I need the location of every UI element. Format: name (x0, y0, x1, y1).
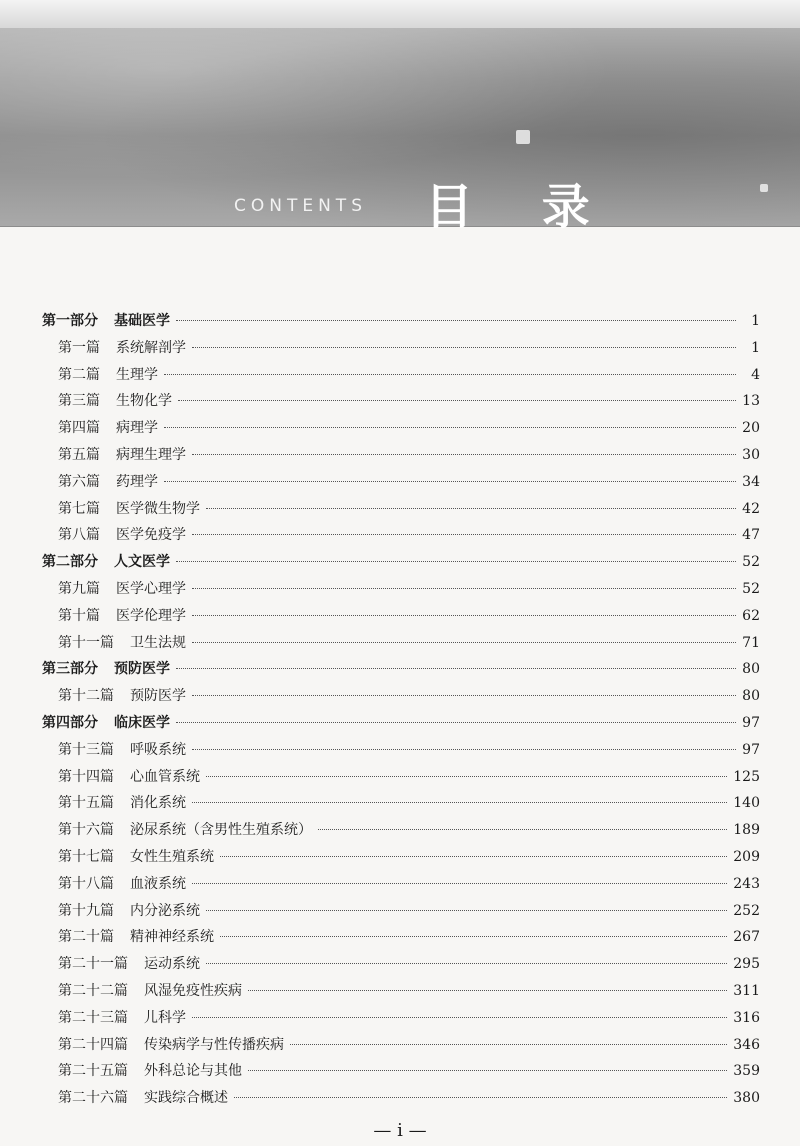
toc-leader-dots (234, 1097, 727, 1098)
toc-entry-page: 267 (733, 929, 760, 946)
toc-entry-title: 医学心理学 (116, 580, 186, 597)
toc-entry-page: 52 (742, 554, 760, 571)
toc-chapter-row[interactable] (42, 1087, 760, 1114)
toc-chapter-row[interactable] (42, 926, 760, 953)
toc-leader-dots (192, 588, 736, 589)
toc-entry-number: 第七篇 (58, 500, 100, 517)
toc-entry-title: 医学伦理学 (116, 607, 186, 624)
toc-entry-title: 外科总论与其他 (144, 1063, 242, 1080)
banner-speck (516, 130, 530, 144)
toc-entry-number: 第二十六篇 (58, 1090, 128, 1107)
toc-entry-number: 第二十篇 (58, 929, 114, 946)
toc-entry-title: 风湿免疫性疾病 (144, 982, 242, 999)
toc-leader-dots (290, 1044, 727, 1045)
toc-entry-number: 第五篇 (58, 446, 100, 463)
toc-part-row[interactable] (42, 658, 760, 685)
toc-leader-dots (192, 883, 727, 884)
toc-leader-dots (164, 427, 736, 428)
toc-chapter-row[interactable] (42, 953, 760, 980)
contents-banner (0, 0, 800, 235)
toc-entry-title: 基础医学 (114, 313, 170, 329)
toc-entry-title: 呼吸系统 (130, 741, 186, 758)
toc-entry-number: 第八篇 (58, 527, 100, 544)
toc-chapter-row[interactable] (42, 444, 760, 471)
toc-entry-title: 心血管系统 (130, 768, 200, 785)
toc-leader-dots (164, 374, 736, 375)
toc-leader-dots (206, 963, 727, 964)
toc-leader-dots (178, 400, 736, 401)
toc-entry-number: 第二篇 (58, 366, 100, 383)
toc-entry-page: 243 (733, 875, 760, 892)
page-number-footer: — i — (373, 1120, 427, 1141)
toc-entry-page: 125 (733, 768, 760, 785)
toc-entry-number: 第一篇 (58, 339, 100, 356)
toc-entry-title: 内分泌系统 (130, 902, 200, 919)
toc-entry-page: 311 (733, 982, 760, 999)
toc-leader-dots (176, 722, 736, 723)
toc-entry-title: 生理学 (116, 366, 158, 383)
toc-chapter-row[interactable] (42, 766, 760, 793)
toc-entry-number: 第十七篇 (58, 848, 114, 865)
toc-leader-dots (206, 776, 727, 777)
toc-chapter-row[interactable] (42, 739, 760, 766)
toc-entry-title: 消化系统 (130, 795, 186, 812)
toc-entry-title: 临床医学 (114, 714, 170, 731)
toc-entry-title: 医学微生物学 (116, 500, 200, 517)
toc-entry-title: 卫生法规 (130, 634, 186, 651)
toc-entry-number: 第三部分 (42, 661, 98, 678)
toc-entry-number: 第十九篇 (58, 902, 114, 919)
toc-chapter-row[interactable] (42, 819, 760, 846)
toc-leader-dots (248, 1070, 727, 1071)
toc-entry-page: 13 (742, 393, 760, 410)
toc-entry-page: 316 (733, 1009, 760, 1026)
toc-entry-number: 第十八篇 (58, 875, 114, 892)
toc-leader-dots (192, 695, 736, 696)
toc-chapter-row[interactable] (42, 578, 760, 605)
toc-entry-number: 第二十一篇 (58, 956, 128, 973)
toc-entry-title: 病理学 (116, 420, 158, 437)
toc-entry-number: 第十一篇 (58, 634, 114, 651)
toc-entry-number: 第三篇 (58, 393, 100, 410)
toc-leader-dots (220, 856, 727, 857)
toc-leader-dots (192, 454, 736, 455)
toc-entry-page: 62 (742, 607, 760, 624)
toc-entry-page: 1 (751, 339, 760, 356)
table-of-contents (42, 310, 760, 1114)
toc-entry-title: 医学免疫学 (116, 527, 186, 544)
toc-chapter-row[interactable] (42, 417, 760, 444)
toc-chapter-row[interactable] (42, 471, 760, 498)
toc-entry-number: 第二十五篇 (58, 1063, 128, 1080)
toc-entry-title: 女性生殖系统 (130, 848, 214, 865)
toc-leader-dots (176, 561, 736, 562)
toc-entry-page: 71 (742, 634, 760, 651)
toc-entry-title: 病理生理学 (116, 446, 186, 463)
toc-entry-number: 第六篇 (58, 473, 100, 490)
toc-entry-title: 人文医学 (114, 554, 170, 571)
toc-leader-dots (192, 347, 736, 348)
toc-entry-number: 第四篇 (58, 420, 100, 437)
toc-leader-dots (192, 749, 736, 750)
toc-entry-title: 泌尿系统（含男性生殖系统） (130, 822, 312, 839)
toc-entry-page: 47 (742, 527, 760, 544)
toc-entry-title: 预防医学 (130, 688, 186, 705)
toc-chapter-row[interactable] (42, 524, 760, 551)
toc-chapter-row[interactable] (42, 792, 760, 819)
toc-entry-title: 运动系统 (144, 956, 200, 973)
toc-entry-page: 52 (742, 580, 760, 597)
toc-leader-dots (206, 508, 736, 509)
toc-entry-title: 精神神经系统 (130, 929, 214, 946)
toc-entry-number: 第九篇 (58, 580, 100, 597)
toc-entry-page: 209 (733, 848, 760, 865)
toc-entry-page: 295 (733, 956, 760, 973)
toc-part-row[interactable] (42, 310, 760, 337)
banner-highlight (0, 0, 800, 28)
toc-leader-dots (192, 615, 736, 616)
toc-leader-dots (192, 642, 736, 643)
toc-leader-dots (220, 936, 727, 937)
contents-english-heading: CONTENTS (234, 196, 367, 216)
toc-entry-number: 第一部分 (42, 313, 98, 329)
toc-entry-page: 80 (742, 688, 760, 705)
toc-entry-page: 97 (742, 741, 760, 758)
toc-entry-number: 第四部分 (42, 714, 98, 731)
banner-speck (760, 184, 768, 192)
toc-entry-page: 97 (742, 714, 760, 731)
toc-entry-title: 系统解剖学 (116, 339, 186, 356)
toc-chapter-row[interactable] (42, 846, 760, 873)
toc-entry-number: 第二十三篇 (58, 1009, 128, 1026)
toc-entry-number: 第十篇 (58, 607, 100, 624)
toc-leader-dots (248, 990, 727, 991)
toc-chapter-row[interactable] (42, 364, 760, 391)
toc-entry-title: 生物化学 (116, 393, 172, 410)
toc-entry-number: 第二部分 (42, 554, 98, 571)
toc-entry-number: 第十六篇 (58, 822, 114, 839)
toc-chapter-row[interactable] (42, 900, 760, 927)
toc-entry-page: 140 (733, 795, 760, 812)
toc-leader-dots (192, 534, 736, 535)
toc-entry-page: 380 (733, 1090, 760, 1107)
toc-entry-page: 346 (733, 1036, 760, 1053)
toc-chapter-row[interactable] (42, 605, 760, 632)
toc-entry-page: 30 (742, 446, 760, 463)
toc-chapter-row[interactable] (42, 1034, 760, 1061)
toc-leader-dots (192, 802, 727, 803)
toc-entry-number: 第十三篇 (58, 741, 114, 758)
toc-chapter-row[interactable] (42, 632, 760, 659)
toc-leader-dots (164, 481, 736, 482)
toc-chapter-row[interactable] (42, 498, 760, 525)
toc-entry-title: 药理学 (116, 473, 158, 490)
toc-entry-page: 42 (742, 500, 760, 517)
toc-leader-dots (192, 1017, 727, 1018)
toc-entry-title: 传染病学与性传播疾病 (144, 1036, 284, 1053)
toc-entry-page: 80 (742, 661, 760, 678)
toc-chapter-row[interactable] (42, 685, 760, 712)
toc-entry-page: 252 (733, 902, 760, 919)
toc-entry-number: 第二十二篇 (58, 982, 128, 999)
toc-entry-page: 189 (733, 822, 760, 839)
toc-entry-title: 儿科学 (144, 1009, 186, 1026)
toc-leader-dots (318, 829, 727, 830)
contents-chinese-heading: 目 录 (425, 179, 616, 235)
toc-entry-number: 第十五篇 (58, 795, 114, 812)
toc-entry-page: 359 (733, 1063, 760, 1080)
toc-leader-dots (176, 320, 736, 321)
toc-chapter-row[interactable] (42, 980, 760, 1007)
toc-entry-number: 第十四篇 (58, 768, 114, 785)
toc-entry-page: 4 (751, 366, 760, 383)
toc-entry-number: 第二十四篇 (58, 1036, 128, 1053)
toc-entry-number: 第十二篇 (58, 688, 114, 705)
toc-leader-dots (176, 668, 736, 669)
toc-entry-title: 血液系统 (130, 875, 186, 892)
toc-entry-title: 预防医学 (114, 661, 170, 678)
toc-entry-page: 1 (751, 313, 760, 329)
toc-chapter-row[interactable] (42, 1060, 760, 1087)
toc-entry-page: 20 (742, 420, 760, 437)
toc-leader-dots (206, 910, 727, 911)
toc-chapter-row[interactable] (42, 337, 760, 364)
toc-part-row[interactable] (42, 712, 760, 739)
toc-chapter-row[interactable] (42, 1007, 760, 1034)
toc-chapter-row[interactable] (42, 390, 760, 417)
toc-entry-title: 实践综合概述 (144, 1090, 228, 1107)
toc-chapter-row[interactable] (42, 873, 760, 900)
toc-entry-page: 34 (742, 473, 760, 490)
toc-part-row[interactable] (42, 551, 760, 578)
